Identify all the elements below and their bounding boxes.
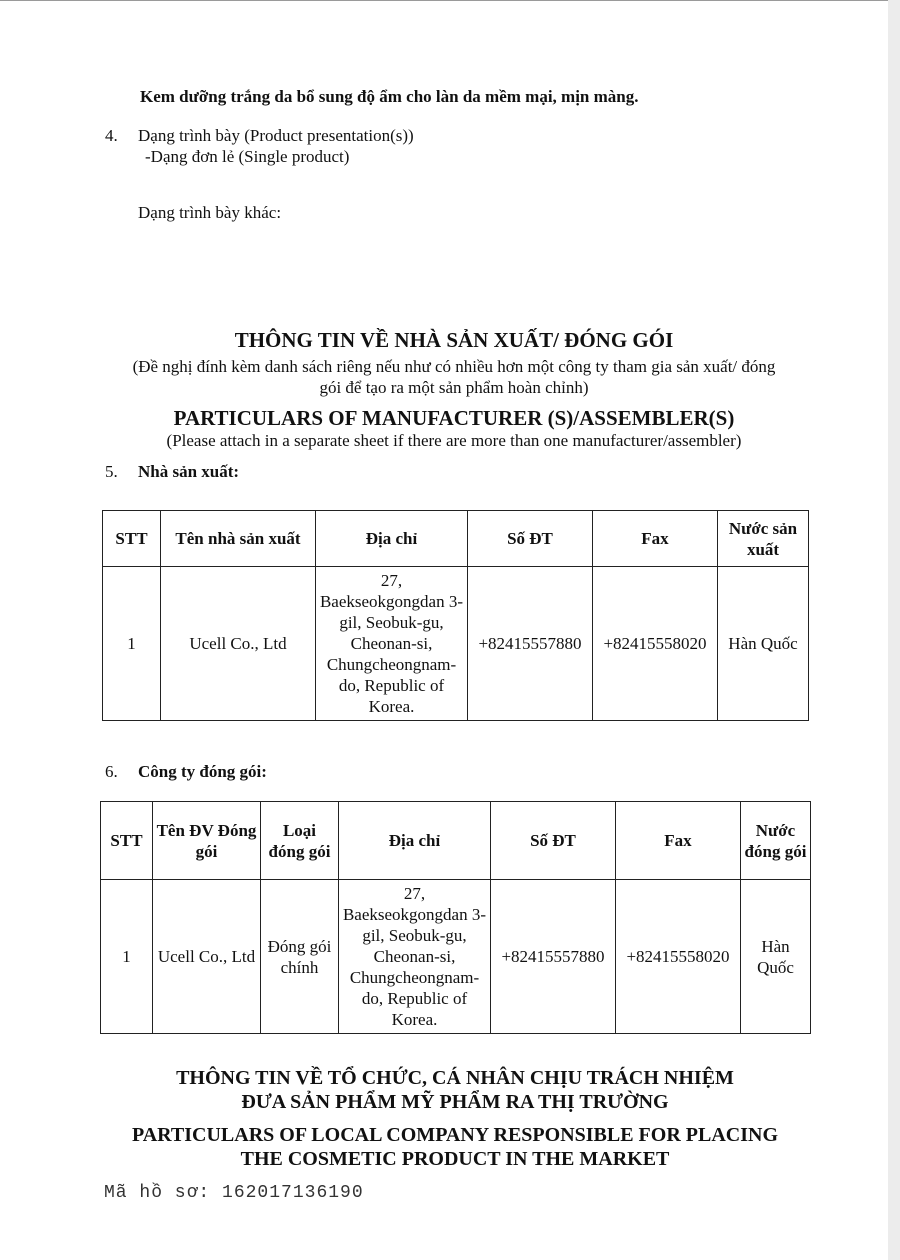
section4-number: 4. bbox=[105, 126, 118, 145]
manufacturer-note-en: (Please attach in a separate sheet if there are more than one manufacturer/assembler) bbox=[166, 431, 742, 450]
header-fax: Fax bbox=[593, 511, 718, 567]
section5-number: 5. bbox=[105, 462, 118, 481]
header-country: Nước sản xuất bbox=[718, 511, 809, 567]
table-header-row bbox=[101, 802, 811, 880]
record-code-label: Mã hồ sơ: bbox=[104, 1183, 211, 1203]
manufacturer-note-vn-line1: (Đề nghị đính kèm danh sách riêng nếu như có nhiều hơn một công ty tham gia sản xuất/ đóng bbox=[132, 357, 776, 376]
header-fax: Fax bbox=[616, 802, 741, 880]
section4-other: Dạng trình bày khác: bbox=[138, 203, 282, 222]
cell-address: 27, Baekseokgongdan 3-gil, Seobuk-gu, Cheonan-si, Chungcheongnam-do, Republic of Korea. bbox=[316, 567, 468, 721]
cell-stt: 1 bbox=[103, 567, 161, 721]
table-row bbox=[103, 567, 809, 721]
header-address: Địa chỉ bbox=[316, 511, 468, 567]
table-row bbox=[101, 880, 811, 1034]
header-manufacturer-name: Tên nhà sản xuất bbox=[161, 511, 316, 567]
header-phone: Số ĐT bbox=[468, 511, 593, 567]
cell-fax: +82415558020 bbox=[593, 567, 718, 721]
manufacturer-table bbox=[102, 510, 809, 721]
cell-packaging-type: Đóng gói chính bbox=[261, 880, 339, 1034]
cell-manufacturer-name: Ucell Co., Ltd bbox=[161, 567, 316, 721]
cell-country: Hàn Quốc bbox=[718, 567, 809, 721]
record-code-value: 162017136190 bbox=[222, 1183, 364, 1203]
responsible-title-en-line2: THE COSMETIC PRODUCT IN THE MARKET bbox=[240, 1148, 670, 1170]
product-description: Kem dưỡng trắng da bổ sung độ ẩm cho làn da mềm mại, mịn màng. bbox=[140, 87, 639, 106]
section6-title: Công ty đóng gói: bbox=[138, 762, 267, 781]
section4-title: Dạng trình bày (Product presentation(s)) bbox=[138, 126, 414, 145]
cell-stt: 1 bbox=[101, 880, 153, 1034]
header-assembler-name: Tên ĐV Đóng gói bbox=[153, 802, 261, 880]
section6-number: 6. bbox=[105, 762, 118, 781]
cell-country: Hàn Quốc bbox=[741, 880, 811, 1034]
manufacturer-note-vn-line2: gói để tạo ra một sản phẩm hoàn chỉnh) bbox=[319, 378, 589, 397]
header-phone: Số ĐT bbox=[491, 802, 616, 880]
cell-fax: +82415558020 bbox=[616, 880, 741, 1034]
responsible-title-vn-line2: ĐƯA SẢN PHẨM MỸ PHẨM RA THỊ TRƯỜNG bbox=[241, 1091, 669, 1113]
cell-address: 27, Baekseokgongdan 3-gil, Seobuk-gu, Cheonan-si, Chungcheongnam-do, Republic of Korea. bbox=[339, 880, 491, 1034]
responsible-title-en-line1: PARTICULARS OF LOCAL COMPANY RESPONSIBLE FOR PLACING bbox=[131, 1124, 778, 1146]
header-packaging-type: Loại đóng gói bbox=[261, 802, 339, 880]
assembler-table bbox=[100, 801, 811, 1034]
responsible-title-vn-line1: THÔNG TIN VỀ TỔ CHỨC, CÁ NHÂN CHỊU TRÁCH NHIỆM bbox=[176, 1067, 734, 1089]
header-stt: STT bbox=[103, 511, 161, 567]
table-header-row bbox=[103, 511, 809, 567]
record-code bbox=[104, 1183, 364, 1203]
section5-title: Nhà sản xuất: bbox=[138, 462, 240, 481]
cell-phone: +82415557880 bbox=[468, 567, 593, 721]
cell-phone: +82415557880 bbox=[491, 880, 616, 1034]
manufacturer-title-vn: THÔNG TIN VỀ NHÀ SẢN XUẤT/ ĐÓNG GÓI bbox=[234, 328, 674, 352]
header-stt: STT bbox=[101, 802, 153, 880]
header-country: Nước đóng gói bbox=[741, 802, 811, 880]
manufacturer-title-en: PARTICULARS OF MANUFACTURER (S)/ASSEMBLER(S) bbox=[173, 406, 735, 430]
page-edge-top bbox=[0, 0, 900, 1]
header-address: Địa chỉ bbox=[339, 802, 491, 880]
section4-option: -Dạng đơn lẻ (Single product) bbox=[145, 147, 350, 166]
cell-assembler-name: Ucell Co., Ltd bbox=[153, 880, 261, 1034]
